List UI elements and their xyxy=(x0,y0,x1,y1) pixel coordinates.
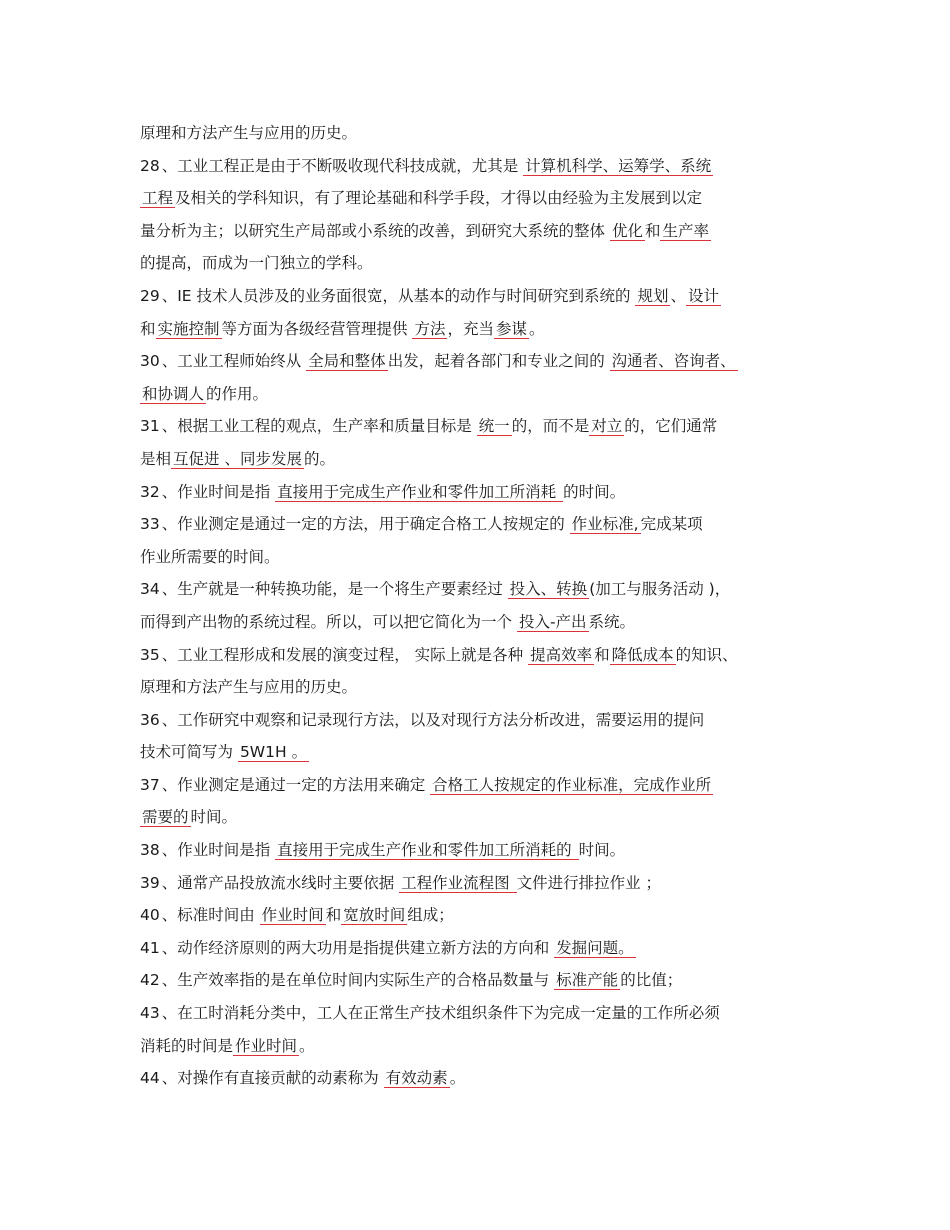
answer-blank: 生产率 xyxy=(662,221,709,240)
text-line xyxy=(140,606,812,639)
question-text: 、通常产品投放流水线时主要依据 xyxy=(161,873,400,892)
answer-blank: 5W1H 。 xyxy=(239,743,308,762)
question-text: 和 xyxy=(325,906,342,925)
text-line xyxy=(140,932,812,965)
answer-blank: 直接用于完成生产作业和零件加工所消耗的 xyxy=(277,841,577,860)
answer-blank: 宽放时间 xyxy=(343,906,406,925)
question-text: 的比值； xyxy=(620,971,683,990)
question-text: ，充当 xyxy=(447,319,494,338)
question-text: 文件进行排拉作业 ； xyxy=(516,873,662,892)
answer-blank: 实施控制 xyxy=(157,319,220,338)
question-text: 而得到产出物的系统过程。所以，可以把它简化为一个 xyxy=(140,612,517,631)
question-text: 作业所需要的时间。 xyxy=(140,547,280,566)
question-text: 和 xyxy=(644,221,661,240)
question-text: 。 xyxy=(449,1069,466,1088)
text-line xyxy=(140,345,812,378)
question-text: 、动作经济原则的两大功用是指提供建立新方法的方向和 xyxy=(161,938,555,957)
question-text: 技术可简写为 xyxy=(140,743,238,762)
question-text: 原理和方法产生与应用的历史。 xyxy=(140,678,358,697)
question-number: 39 xyxy=(140,873,160,892)
question-text: 、IE 技术人员涉及的业务面很宽，从基本的动作与时间研究到系统的 xyxy=(161,286,636,305)
question-text: 量分析为主；以研究生产局部或小系统的改善，到研究大系统的整体 xyxy=(140,221,610,240)
answer-blank: 直接用于完成生产作业和零件加工所消耗 xyxy=(277,482,562,501)
question-text: 的提高，而成为一门独立的学科。 xyxy=(140,254,373,273)
question-text: 完成某项 xyxy=(640,515,703,534)
question-text: 、工业工程形成和发展的演变过程， 实际上就是各种 xyxy=(161,645,529,664)
question-text: 的作用。 xyxy=(206,384,269,403)
question-text: 、工业工程正是由于不断吸收现代科技成就，尤其是 xyxy=(161,156,524,175)
question-text: 时间。 xyxy=(578,841,626,860)
question-text: 和 xyxy=(594,645,610,664)
question-number: 28 xyxy=(140,156,160,175)
text-line xyxy=(140,899,812,932)
answer-blank: 发掘问题。 xyxy=(556,938,634,957)
question-number: 36 xyxy=(140,710,160,729)
text-line xyxy=(140,573,812,606)
question-text: 、作业时间是指 xyxy=(161,482,276,501)
question-text: 系统。 xyxy=(588,612,636,631)
question-text: 、根据工业工程的观点，生产率和质量目标是 xyxy=(161,417,477,436)
question-number: 31 xyxy=(140,417,160,436)
text-line xyxy=(140,769,812,802)
question-text: 时间。 xyxy=(190,808,238,827)
text-line xyxy=(140,801,812,834)
answer-blank: 工程作业流程图 xyxy=(401,873,515,892)
question-text: 。 xyxy=(299,1036,315,1055)
document-body xyxy=(140,117,812,1095)
question-text: 。 xyxy=(529,319,545,338)
question-text: 的知识、 xyxy=(675,645,738,664)
question-text: 、作业时间是指 xyxy=(161,841,276,860)
question-number: 44 xyxy=(140,1069,160,1088)
answer-blank: 全局和整体 xyxy=(308,352,386,371)
answer-blank: 规划 xyxy=(637,286,669,305)
question-text: 、对操作有直接贡献的动素称为 xyxy=(161,1069,384,1088)
text-line xyxy=(140,476,812,509)
question-text: 、作业测定是通过一定的方法，用于确定合格工人按规定的 xyxy=(161,515,570,534)
answer-blank: 投入、转换 xyxy=(509,580,588,599)
text-line xyxy=(140,736,812,769)
answer-blank: 对立 xyxy=(591,417,623,436)
question-text: 消耗的时间是 xyxy=(140,1036,234,1055)
question-number: 38 xyxy=(140,841,160,860)
answer-blank: 作业时间 xyxy=(261,906,324,925)
answer-blank: 合格工人按规定的作业标准，完成作业所 xyxy=(432,775,712,794)
question-number: 29 xyxy=(140,286,160,305)
question-text: 出发，起着各部门和专业之间的 xyxy=(387,352,610,371)
question-number: 40 xyxy=(140,906,160,925)
answer-blank: 计算机科学、运筹学、系统 xyxy=(525,156,712,175)
question-text: 及相关的学科知识，有了理论基础和科学手段，才得以由经验为主发展到以定 xyxy=(175,189,703,208)
text-line xyxy=(140,867,812,900)
question-text: 、作业测定是通过一定的方法用来确定 xyxy=(161,775,431,794)
answer-blank: 优化 xyxy=(611,221,643,240)
text-line xyxy=(140,378,812,411)
text-line xyxy=(140,1030,812,1063)
question-text: 组成； xyxy=(407,906,454,925)
question-text: 等方面为各级经营管理提供 xyxy=(221,319,413,338)
question-number: 43 xyxy=(140,1004,160,1023)
answer-blank: 提高效率 xyxy=(530,645,593,664)
question-text: 、标准时间由 xyxy=(161,906,260,925)
question-text: 原理和方法产生与应用的历史。 xyxy=(140,124,358,142)
question-text: 是相 xyxy=(140,449,172,468)
text-line xyxy=(140,150,812,183)
answer-blank: 有效动素 xyxy=(385,1069,448,1088)
question-text: 的时间。 xyxy=(563,482,626,501)
text-line xyxy=(140,508,812,541)
question-number: 32 xyxy=(140,482,160,501)
question-text: 的，而不是 xyxy=(511,417,590,436)
text-line xyxy=(140,704,812,737)
text-line xyxy=(140,964,812,997)
text-line xyxy=(140,639,812,672)
answer-blank: 投入-产出 xyxy=(518,612,587,631)
answer-blank: 标准产能 xyxy=(556,971,619,990)
answer-blank: 统一 xyxy=(478,417,510,436)
question-text: 、 xyxy=(670,286,686,305)
text-line xyxy=(140,997,812,1030)
text-line xyxy=(140,1062,812,1095)
text-line xyxy=(140,280,812,313)
text-line xyxy=(140,182,812,215)
question-number: 37 xyxy=(140,775,160,794)
question-text: (加工与服务活动 )， xyxy=(589,580,731,599)
answer-blank: 作业标准, xyxy=(571,515,639,534)
answer-blank: 设计 xyxy=(688,286,720,305)
question-number: 30 xyxy=(140,352,160,371)
text-line xyxy=(140,215,812,248)
answer-blank: 工程 xyxy=(142,189,174,208)
text-line xyxy=(140,117,812,150)
answer-blank: 降低成本 xyxy=(611,645,674,664)
question-text: 、工作研究中观察和记录现行方法，以及对现行方法分析改进，需要运用的提问 xyxy=(161,710,705,729)
text-line xyxy=(140,410,812,443)
answer-blank: 参谋 xyxy=(496,319,528,338)
text-line xyxy=(140,541,812,574)
answer-blank: 沟通者、咨询者、 xyxy=(611,352,736,371)
answer-blank: 和协调人 xyxy=(142,384,205,403)
question-text: 、在工时消耗分类中，工人在正常生产技术组织条件下为完成一定量的工作所必须 xyxy=(161,1004,720,1023)
question-number: 41 xyxy=(140,938,160,957)
text-line xyxy=(140,247,812,280)
text-line xyxy=(140,443,812,476)
question-text: 的。 xyxy=(303,449,335,468)
text-line xyxy=(140,834,812,867)
question-number: 33 xyxy=(140,515,160,534)
question-text: 、生产效率指的是在单位时间内实际生产的合格品数量与 xyxy=(161,971,555,990)
question-number: 42 xyxy=(140,971,160,990)
question-text: 和 xyxy=(140,319,156,338)
question-number: 34 xyxy=(140,580,160,599)
text-line xyxy=(140,671,812,704)
answer-blank: 作业时间 xyxy=(235,1036,298,1055)
question-text: 、工业工程师始终从 xyxy=(161,352,307,371)
question-text: 、生产就是一种转换功能，是一个将生产要素经过 xyxy=(161,580,508,599)
answer-blank: 方法 xyxy=(414,319,446,338)
text-line xyxy=(140,313,812,346)
question-text: 的，它们通常 xyxy=(624,417,718,436)
question-number: 35 xyxy=(140,645,160,664)
answer-blank: 互促进 、同步发展 xyxy=(173,449,302,468)
answer-blank: 需要的 xyxy=(142,808,189,827)
